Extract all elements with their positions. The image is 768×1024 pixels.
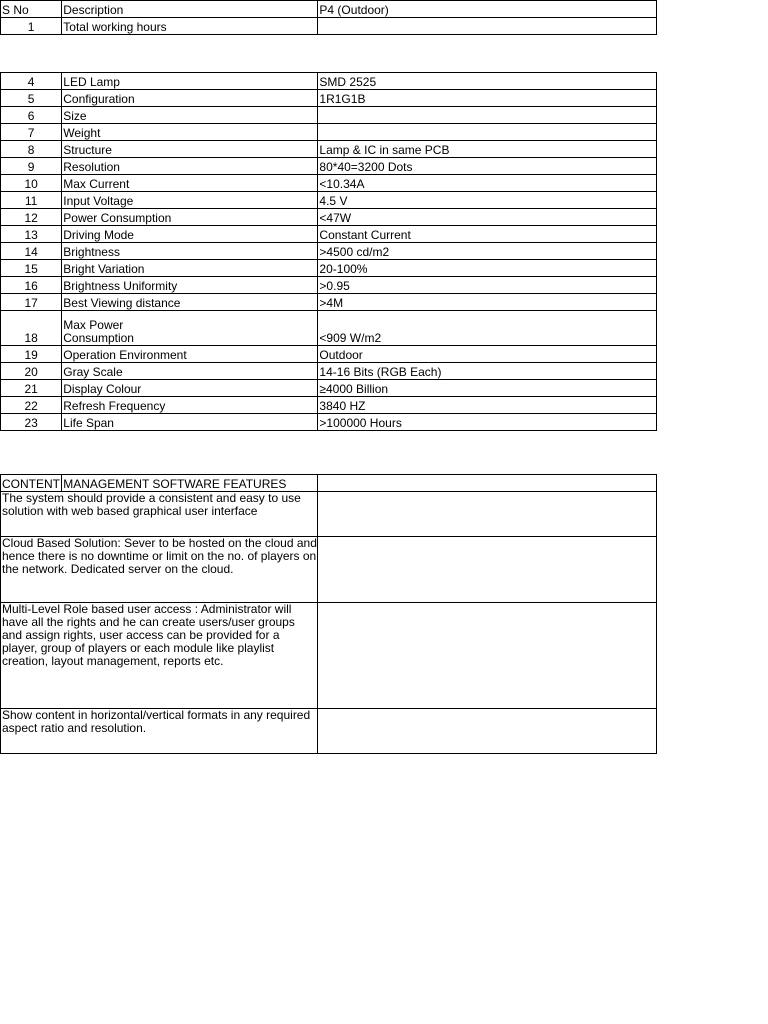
description-cell: Brightness xyxy=(62,243,318,260)
sno-cell: 4 xyxy=(1,73,62,90)
value-cell: >4M xyxy=(318,294,657,311)
table-row xyxy=(1,18,657,35)
sno-cell: 8 xyxy=(1,141,62,158)
description-cell: Best Viewing distance xyxy=(62,294,318,311)
value-cell: Constant Current xyxy=(318,226,657,243)
table-row xyxy=(1,175,657,192)
feature-row xyxy=(1,603,657,709)
description-cell: Total working hours xyxy=(62,18,318,35)
specs-table xyxy=(0,72,657,431)
sno-cell: 18 xyxy=(1,311,62,346)
header-table xyxy=(0,0,657,35)
feature-row xyxy=(1,537,657,603)
feature-text: The system should provide a consistent and easy to use solution with web based graphical user interface xyxy=(1,492,318,537)
feature-blank xyxy=(318,492,657,537)
table-row xyxy=(1,397,657,414)
description-cell: Power Consumption xyxy=(62,209,318,226)
table-row xyxy=(1,90,657,107)
value-cell: Lamp & IC in same PCB xyxy=(318,141,657,158)
value-cell: >100000 Hours xyxy=(318,414,657,431)
value-cell: SMD 2525 xyxy=(318,73,657,90)
sno-cell: 7 xyxy=(1,124,62,141)
description-cell: Display Colour xyxy=(62,380,318,397)
description-cell: Brightness Uniformity xyxy=(62,277,318,294)
sno-cell: 15 xyxy=(1,260,62,277)
sno-cell: 17 xyxy=(1,294,62,311)
value-cell: 3840 HZ xyxy=(318,397,657,414)
description-cell: Refresh Frequency xyxy=(62,397,318,414)
table-row xyxy=(1,363,657,380)
feature-text: Cloud Based Solution: Sever to be hosted on the cloud and hence there is no downtime or limit on the no. of players on the network. Dedicated server on the cloud. xyxy=(1,537,318,603)
cms-heading-part2: MANAGEMENT SOFTWARE FEATURES xyxy=(62,475,318,492)
value-cell: 4.5 V xyxy=(318,192,657,209)
table-row xyxy=(1,260,657,277)
table-row xyxy=(1,294,657,311)
table-row xyxy=(1,311,657,346)
description-cell: Size xyxy=(62,107,318,124)
description-cell: Configuration xyxy=(62,90,318,107)
value-cell: <47W xyxy=(318,209,657,226)
sno-cell: 1 xyxy=(1,18,62,35)
value-cell: ≥4000 Billion xyxy=(318,380,657,397)
description-cell: Structure xyxy=(62,141,318,158)
table-row xyxy=(1,107,657,124)
description-cell: Driving Mode xyxy=(62,226,318,243)
sno-cell: 19 xyxy=(1,346,62,363)
value-cell: >4500 cd/m2 xyxy=(318,243,657,260)
table-row xyxy=(1,192,657,209)
table-row xyxy=(1,124,657,141)
feature-text: Multi-Level Role based user access : Administrator will have all the rights and he can create users/user groups and assign rights, user access can be provided for a player, group of players or each module like playlist creation, layout management, reports etc. xyxy=(1,603,318,709)
sno-cell: 6 xyxy=(1,107,62,124)
value-cell: 20-100% xyxy=(318,260,657,277)
table-row xyxy=(1,346,657,363)
cms-heading-blank xyxy=(318,475,657,492)
sno-cell: 23 xyxy=(1,414,62,431)
sno-cell: 21 xyxy=(1,380,62,397)
description-cell: Max Current xyxy=(62,175,318,192)
description-cell: Resolution xyxy=(62,158,318,175)
cms-heading-row xyxy=(1,475,657,492)
value-cell xyxy=(318,107,657,124)
sno-cell: 13 xyxy=(1,226,62,243)
table-row xyxy=(1,209,657,226)
description-cell: LED Lamp xyxy=(62,73,318,90)
description-cell: Max Power Consumption xyxy=(62,311,318,346)
table-row xyxy=(1,158,657,175)
header-row xyxy=(1,1,657,18)
value-cell xyxy=(318,124,657,141)
table-row xyxy=(1,73,657,90)
value-cell: <10.34A xyxy=(318,175,657,192)
description-header-cell: Description xyxy=(62,1,318,18)
sno-cell: 10 xyxy=(1,175,62,192)
table-row xyxy=(1,243,657,260)
value-cell: >0.95 xyxy=(318,277,657,294)
sno-cell: 22 xyxy=(1,397,62,414)
feature-blank xyxy=(318,603,657,709)
value-cell: 80*40=3200 Dots xyxy=(318,158,657,175)
sno-cell: 20 xyxy=(1,363,62,380)
table-row xyxy=(1,414,657,431)
sno-cell: 16 xyxy=(1,277,62,294)
table-row xyxy=(1,141,657,158)
sno-header-cell: S No xyxy=(1,1,62,18)
sno-cell: 11 xyxy=(1,192,62,209)
feature-blank xyxy=(318,709,657,754)
feature-text: Show content in horizontal/vertical formats in any required aspect ratio and resolution. xyxy=(1,709,318,754)
table-row xyxy=(1,226,657,243)
description-cell: Weight xyxy=(62,124,318,141)
value-cell: 14-16 Bits (RGB Each) xyxy=(318,363,657,380)
table-row xyxy=(1,380,657,397)
description-cell: Bright Variation xyxy=(62,260,318,277)
cms-heading-part1: CONTENT xyxy=(1,475,62,492)
cms-features-table xyxy=(0,474,657,754)
feature-row xyxy=(1,492,657,537)
sno-cell: 9 xyxy=(1,158,62,175)
product-header-cell: P4 (Outdoor) xyxy=(318,1,657,18)
value-cell: Outdoor xyxy=(318,346,657,363)
table-row xyxy=(1,277,657,294)
description-cell: Gray Scale xyxy=(62,363,318,380)
value-cell: 1R1G1B xyxy=(318,90,657,107)
description-cell: Life Span xyxy=(62,414,318,431)
description-cell: Operation Environment xyxy=(62,346,318,363)
sno-cell: 5 xyxy=(1,90,62,107)
value-cell xyxy=(318,18,657,35)
feature-blank xyxy=(318,537,657,603)
value-cell: <909 W/m2 xyxy=(318,311,657,346)
sno-cell: 14 xyxy=(1,243,62,260)
feature-row xyxy=(1,709,657,754)
description-cell: Input Voltage xyxy=(62,192,318,209)
sno-cell: 12 xyxy=(1,209,62,226)
